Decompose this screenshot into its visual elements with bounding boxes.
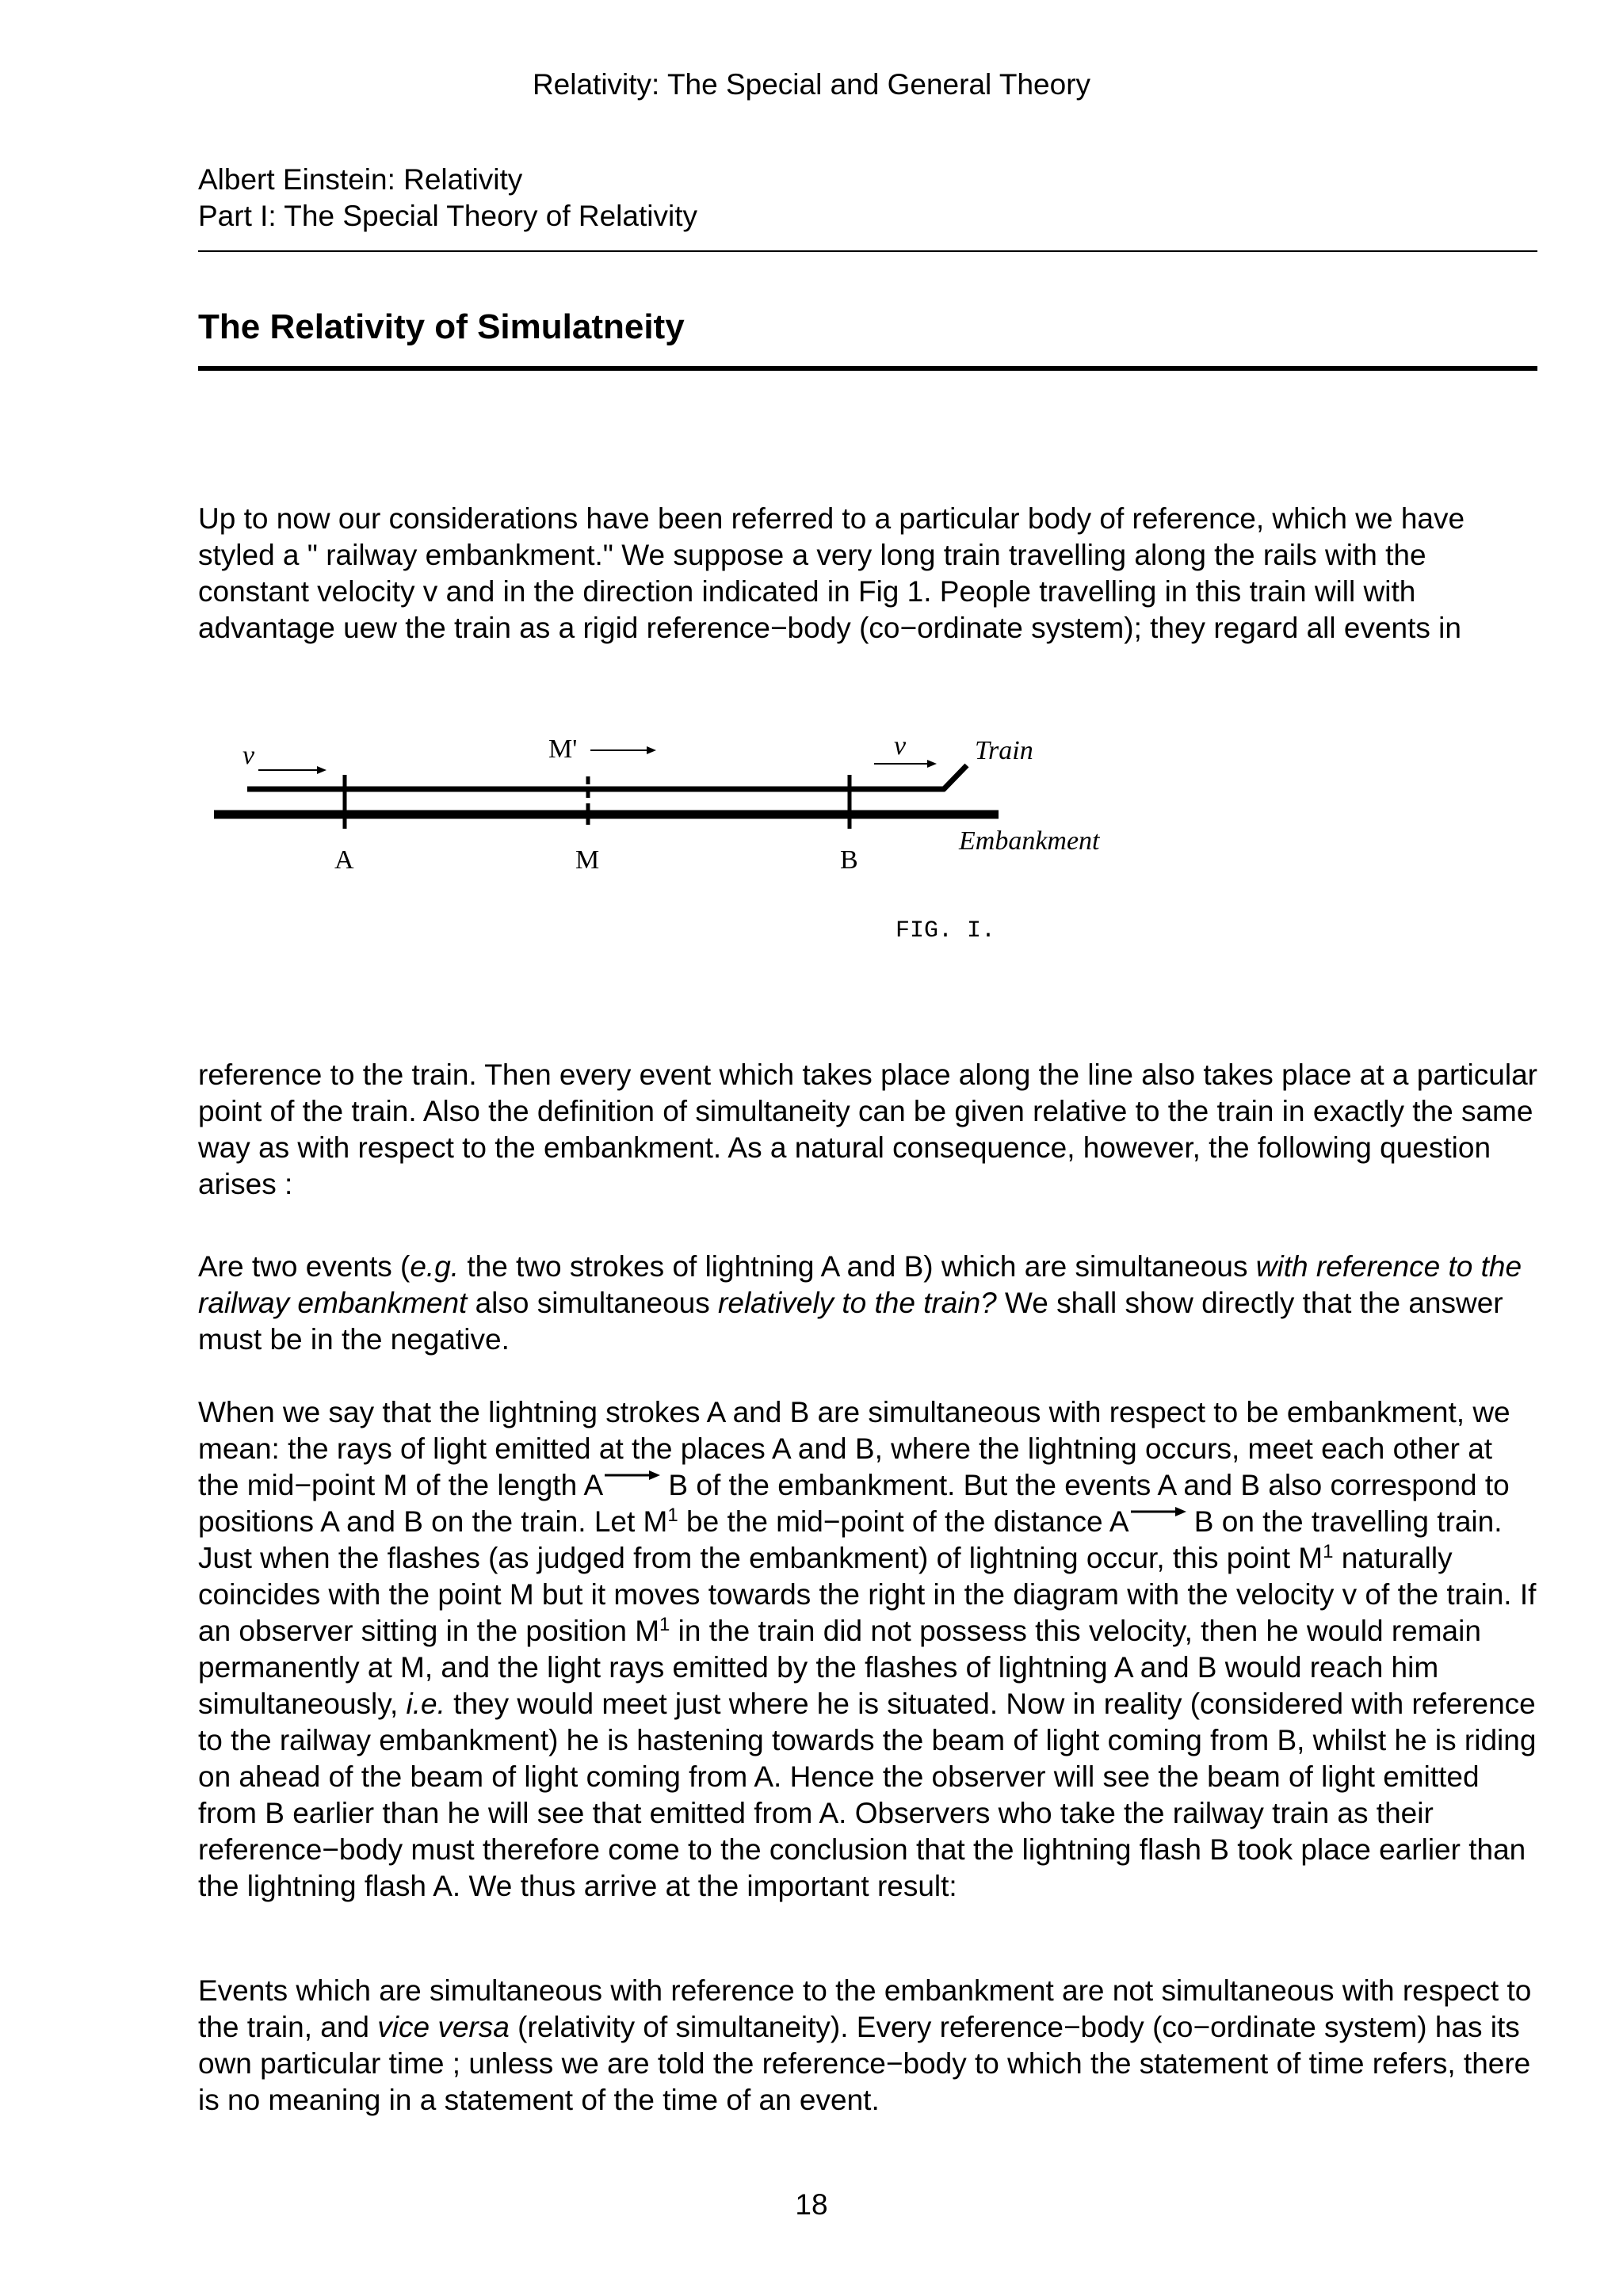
header-divider [198, 250, 1537, 252]
m-prime-arrowhead [647, 746, 656, 754]
running-head: Relativity: The Special and General Theory [532, 68, 1091, 101]
page-number: 18 [795, 2188, 828, 2221]
fig-1-diagram [198, 713, 1133, 951]
author-line: Albert Einstein: Relativity [198, 163, 523, 196]
figure-caption: FIG. I. [896, 917, 996, 944]
vector-arrow-icon [603, 1470, 660, 1486]
paragraph-2: reference to the train. Then every event which takes place along the line also takes place at a particular point of the train. Also the definition of simultaneity can be given relative to the train in exactly the same way as with respect to the embankment. As a natural consequence, however, the following question arises : [198, 1058, 1537, 1200]
paragraph-1: Up to now our considerations have been referred to a particular body of reference, which we have styled a " railway embankment." We suppose a very long train travelling along the rails with the constant velocity v and in the direction indicated in Fig 1. People travelling in this train will with advantage uew the train as a rigid reference−body (co−ordinate system); they regard all events in [198, 502, 1465, 644]
label-a: A [334, 845, 354, 875]
title-divider [198, 366, 1537, 371]
label-v-right: v [894, 731, 907, 761]
label-m: M [575, 845, 600, 875]
label-embankment: Embankment [959, 826, 1100, 856]
train-front [943, 765, 967, 790]
v-right-arrowhead [927, 760, 937, 768]
vector-arrow-icon [1129, 1506, 1186, 1522]
book-header [198, 162, 697, 235]
label-train: Train [975, 736, 1033, 765]
paragraph-3: Are two events (e.g. the two strokes of lightning A and B) which are simultaneous with reference to the railway embankment also simultaneous relatively to the train? We shall show directly that the answer must be in the negative. [198, 1250, 1522, 1356]
v-left-arrowhead [317, 766, 327, 774]
label-m-prime: M' [548, 734, 578, 764]
chapter-title: The Relativity of Simulatneity [198, 307, 685, 346]
paragraph-5: Events which are simultaneous with reference to the embankment are not simultaneous with respect to the train, and vice versa (relativity of simultaneity). Every reference−body (co−ordinate system) has its own particular time ; unless we are told the reference−body to which the statement of time refers, there is no meaning in a statement of the time of an event. [198, 1974, 1532, 2116]
paragraph-4: When we say that the lightning strokes A and B are simultaneous with respect to be embankment, we mean: the rays of light emitted at the places A and B, where the lightning occurs, meet each other at the mid−point M of the length A B of the embankment. But the events A and B also correspond to positions A and B on the train. Let $M^1$ be the mid−point of the distance A B on the travelling train. Just when the flashes (as judged from the embankment) of lightning occur, this point $M^1$ naturally coincides with the point M but it moves towards the right in the diagram with the velocity v of the train. If an observer sitting in the position $M^1$ in the train did not possess this velocity, then he would remain permanently at M, and the light rays emitted by the flashes of lightning A and B would reach him simultaneously, i.e. they would meet just where he is situated. Now in reality (considered with reference to the railway embankment) he is hastening towards the beam of light coming from B, whilst he is riding on ahead of the beam of light coming from A. Hence the observer will see the beam of light emitted from B earlier than he will see that emitted from A. Observers who take the railway train as their reference−body must therefore come to the conclusion that the lightning flash B took place earlier than the lightning flash A. We thus arrive at the important result: [198, 1396, 1537, 1902]
label-b: B [840, 845, 858, 875]
label-v-left: v [242, 741, 255, 770]
part-line: Part I: The Special Theory of Relativity [198, 200, 697, 232]
